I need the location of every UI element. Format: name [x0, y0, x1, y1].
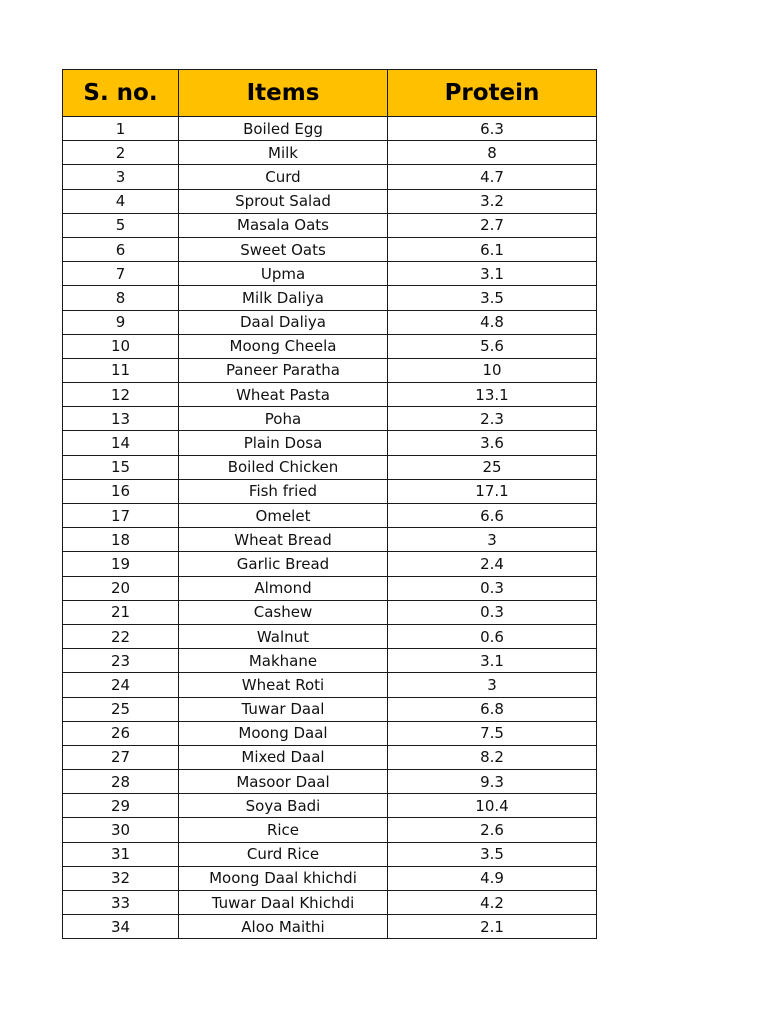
- cell-item: Sweet Oats: [179, 237, 388, 261]
- cell-protein: 4.9: [388, 866, 597, 890]
- cell-protein: 6.1: [388, 237, 597, 261]
- cell-sno: 14: [63, 431, 179, 455]
- cell-sno: 6: [63, 237, 179, 261]
- cell-sno: 18: [63, 528, 179, 552]
- cell-sno: 10: [63, 334, 179, 358]
- table-row: [63, 528, 597, 552]
- cell-protein: 8.2: [388, 745, 597, 769]
- cell-item: Omelet: [179, 504, 388, 528]
- cell-sno: 2: [63, 141, 179, 165]
- table-row: [63, 237, 597, 261]
- table-row: [63, 117, 597, 141]
- cell-item: Wheat Bread: [179, 528, 388, 552]
- cell-protein: 4.2: [388, 891, 597, 915]
- cell-sno: 24: [63, 673, 179, 697]
- table-row: [63, 818, 597, 842]
- cell-protein: 6.6: [388, 504, 597, 528]
- table-row: [63, 794, 597, 818]
- cell-sno: 34: [63, 915, 179, 939]
- header-protein: Protein: [388, 70, 597, 117]
- cell-item: Wheat Pasta: [179, 383, 388, 407]
- cell-sno: 19: [63, 552, 179, 576]
- cell-protein: 3: [388, 673, 597, 697]
- table-row: [63, 673, 597, 697]
- header-items: Items: [179, 70, 388, 117]
- cell-item: Curd: [179, 165, 388, 189]
- cell-sno: 28: [63, 770, 179, 794]
- cell-item: Moong Cheela: [179, 334, 388, 358]
- table-row: [63, 262, 597, 286]
- cell-item: Upma: [179, 262, 388, 286]
- cell-sno: 29: [63, 794, 179, 818]
- cell-protein: 0.6: [388, 624, 597, 648]
- cell-protein: 6.8: [388, 697, 597, 721]
- cell-protein: 3: [388, 528, 597, 552]
- cell-sno: 16: [63, 479, 179, 503]
- cell-item: Sprout Salad: [179, 189, 388, 213]
- cell-protein: 10.4: [388, 794, 597, 818]
- cell-protein: 4.7: [388, 165, 597, 189]
- cell-protein: 3.2: [388, 189, 597, 213]
- cell-protein: 17.1: [388, 479, 597, 503]
- cell-sno: 23: [63, 649, 179, 673]
- cell-item: Almond: [179, 576, 388, 600]
- cell-protein: 2.3: [388, 407, 597, 431]
- table-row: [63, 576, 597, 600]
- cell-sno: 8: [63, 286, 179, 310]
- cell-protein: 2.7: [388, 213, 597, 237]
- cell-item: Curd Rice: [179, 842, 388, 866]
- cell-item: Paneer Paratha: [179, 358, 388, 382]
- table-header: [63, 70, 597, 117]
- cell-protein: 7.5: [388, 721, 597, 745]
- table-row: [63, 649, 597, 673]
- cell-protein: 3.5: [388, 842, 597, 866]
- cell-sno: 4: [63, 189, 179, 213]
- cell-item: Tuwar Daal: [179, 697, 388, 721]
- cell-sno: 30: [63, 818, 179, 842]
- cell-sno: 13: [63, 407, 179, 431]
- cell-item: Makhane: [179, 649, 388, 673]
- cell-protein: 3.5: [388, 286, 597, 310]
- cell-item: Plain Dosa: [179, 431, 388, 455]
- table-row: [63, 286, 597, 310]
- cell-item: Wheat Roti: [179, 673, 388, 697]
- cell-sno: 7: [63, 262, 179, 286]
- cell-sno: 15: [63, 455, 179, 479]
- cell-sno: 21: [63, 600, 179, 624]
- cell-protein: 2.6: [388, 818, 597, 842]
- table-row: [63, 165, 597, 189]
- table-row: [63, 189, 597, 213]
- table-row: [63, 866, 597, 890]
- cell-sno: 22: [63, 624, 179, 648]
- table-row: [63, 697, 597, 721]
- cell-item: Rice: [179, 818, 388, 842]
- table-row: [63, 479, 597, 503]
- header-sno: S. no.: [63, 70, 179, 117]
- cell-sno: 1: [63, 117, 179, 141]
- table-row: [63, 334, 597, 358]
- table-row: [63, 600, 597, 624]
- cell-sno: 5: [63, 213, 179, 237]
- table-row: [63, 721, 597, 745]
- cell-sno: 11: [63, 358, 179, 382]
- table-row: [63, 842, 597, 866]
- cell-protein: 2.1: [388, 915, 597, 939]
- cell-item: Poha: [179, 407, 388, 431]
- cell-protein: 3.1: [388, 262, 597, 286]
- cell-item: Daal Daliya: [179, 310, 388, 334]
- table-row: [63, 141, 597, 165]
- cell-sno: 27: [63, 745, 179, 769]
- table-row: [63, 770, 597, 794]
- cell-item: Tuwar Daal Khichdi: [179, 891, 388, 915]
- cell-sno: 33: [63, 891, 179, 915]
- cell-protein: 0.3: [388, 600, 597, 624]
- table-row: [63, 358, 597, 382]
- cell-item: Moong Daal khichdi: [179, 866, 388, 890]
- cell-item: Milk: [179, 141, 388, 165]
- cell-protein: 9.3: [388, 770, 597, 794]
- table-row: [63, 455, 597, 479]
- cell-item: Masoor Daal: [179, 770, 388, 794]
- table-body: [63, 117, 597, 939]
- cell-protein: 3.6: [388, 431, 597, 455]
- cell-item: Soya Badi: [179, 794, 388, 818]
- cell-item: Boiled Chicken: [179, 455, 388, 479]
- cell-protein: 2.4: [388, 552, 597, 576]
- cell-item: Mixed Daal: [179, 745, 388, 769]
- cell-sno: 20: [63, 576, 179, 600]
- cell-sno: 31: [63, 842, 179, 866]
- cell-protein: 0.3: [388, 576, 597, 600]
- table-row: [63, 407, 597, 431]
- table-row: [63, 310, 597, 334]
- cell-item: Garlic Bread: [179, 552, 388, 576]
- table-row: [63, 431, 597, 455]
- table-row: [63, 624, 597, 648]
- cell-sno: 3: [63, 165, 179, 189]
- table-row: [63, 213, 597, 237]
- cell-sno: 26: [63, 721, 179, 745]
- cell-item: Milk Daliya: [179, 286, 388, 310]
- cell-item: Cashew: [179, 600, 388, 624]
- cell-protein: 6.3: [388, 117, 597, 141]
- table-row: [63, 552, 597, 576]
- cell-item: Walnut: [179, 624, 388, 648]
- cell-protein: 25: [388, 455, 597, 479]
- cell-protein: 10: [388, 358, 597, 382]
- cell-sno: 9: [63, 310, 179, 334]
- cell-item: Fish fried: [179, 479, 388, 503]
- protein-table: [62, 69, 597, 939]
- cell-protein: 13.1: [388, 383, 597, 407]
- table-row: [63, 915, 597, 939]
- cell-sno: 32: [63, 866, 179, 890]
- table-row: [63, 745, 597, 769]
- cell-protein: 8: [388, 141, 597, 165]
- table-row: [63, 383, 597, 407]
- table-row: [63, 504, 597, 528]
- header-row: [63, 70, 597, 117]
- cell-item: Boiled Egg: [179, 117, 388, 141]
- cell-protein: 5.6: [388, 334, 597, 358]
- cell-item: Moong Daal: [179, 721, 388, 745]
- cell-sno: 17: [63, 504, 179, 528]
- cell-protein: 3.1: [388, 649, 597, 673]
- table-row: [63, 891, 597, 915]
- cell-protein: 4.8: [388, 310, 597, 334]
- cell-sno: 25: [63, 697, 179, 721]
- cell-item: Masala Oats: [179, 213, 388, 237]
- cell-sno: 12: [63, 383, 179, 407]
- cell-item: Aloo Maithi: [179, 915, 388, 939]
